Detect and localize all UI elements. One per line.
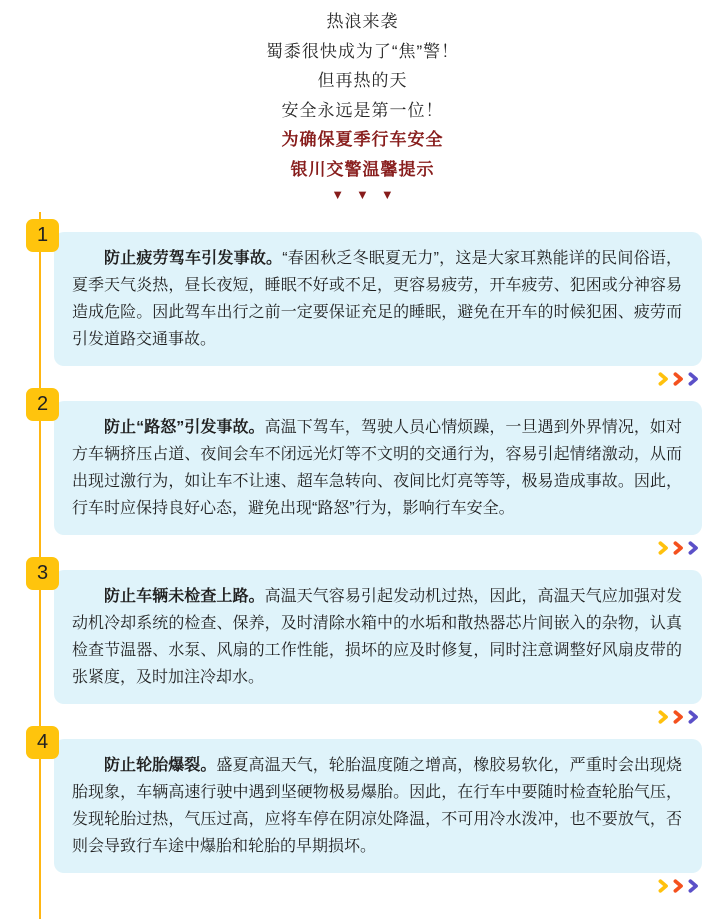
tip-box (54, 232, 702, 366)
section-divider-arrows (0, 873, 725, 895)
intro-line: 蜀黍很快成为了“焦”警！ (265, 41, 460, 61)
tip-text (72, 752, 682, 860)
tip-body: “春困秋乏冬眠夏无力”，这是大家耳熟能详的民间俗语，夏季天气炎热，昼长夜短，睡眠不好或不足，更容易疲劳，开车疲劳、犯困或分神容易造成危险。因此驾车出行之前一定要保证充足的睡眠，避免在开车的时候犯困、疲劳而引发道路交通事故。 (72, 250, 682, 348)
emphasis-line: 银川交警温馨提示 (290, 159, 435, 179)
intro-line: 但再热的天 (317, 71, 408, 90)
number-badge: 1 (26, 219, 59, 252)
tip-body: 盛夏高温天气，轮胎温度随之增高，橡胶易软化，严重时会出现烧胎现象，车辆高速行驶中遇到坚硬物极易爆胎。因此，在行车中要随时检查轮胎气压，发现轮胎过热，气压过高，应将车停在阴凉处降温，不可用冷水泼冲，也不要放气，否则会导致行车途中爆胎和轮胎的早期损坏。 (72, 757, 682, 855)
tip-section-1 (0, 219, 725, 388)
tip-title: 防止“路怒”引发事故。 (104, 419, 265, 436)
tips-list (0, 219, 725, 895)
intro-line: 安全永远是第一位！ (281, 100, 444, 120)
number-badge: 3 (26, 557, 59, 590)
tip-text (72, 414, 682, 522)
chevron-right-icon (687, 541, 699, 555)
tip-section-4 (0, 726, 725, 895)
chevron-right-icon (672, 710, 684, 724)
tip-text (72, 583, 682, 691)
chevron-right-icon (657, 879, 669, 893)
emphasis-line: 为确保夏季行车安全 (281, 130, 444, 149)
tip-box (54, 570, 702, 704)
intro-line: 热浪来袭 (326, 12, 399, 31)
number-badge: 4 (26, 726, 59, 759)
section-divider-arrows (0, 366, 725, 388)
tip-box (54, 401, 702, 535)
down-triangles-icon: ▼▼▼ (331, 187, 406, 202)
tip-section-2 (0, 388, 725, 557)
tip-body: 高温下驾车，驾驶人员心情烦躁，一旦遇到外界情况，如对方车辆挤压占道、夜间会车不闭远光灯等不文明的交通行为，容易引起情绪激动，从而出现过激行为，如让车不让速、超车急转向、夜间比灯亮等等，极易造成事故。因此，行车时应保持良好心态，避免出现“路怒”行为，影响行车安全。 (72, 419, 682, 517)
article-header (0, 0, 725, 203)
tip-box (54, 739, 702, 873)
tip-body: 高温天气容易引起发动机过热，因此，高温天气应加强对发动机冷却系统的检查、保养，及时清除水箱中的水垢和散热器芯片间嵌入的杂物，认真检查节温器、水泵、风扇的工作性能，损坏的应及时修复，同时注意调整好风扇皮带的张紧度，及时加注冷却水。 (72, 588, 682, 686)
section-divider-arrows (0, 704, 725, 726)
chevron-right-icon (672, 879, 684, 893)
chevron-right-icon (687, 372, 699, 386)
chevron-right-icon (687, 710, 699, 724)
tip-text (72, 245, 682, 353)
tip-title: 防止疲劳驾车引发事故。 (104, 250, 283, 267)
tip-section-3 (0, 557, 725, 726)
chevron-right-icon (672, 541, 684, 555)
tip-title: 防止轮胎爆裂。 (104, 757, 217, 774)
chevron-right-icon (672, 372, 684, 386)
chevron-right-icon (657, 372, 669, 386)
section-divider-arrows (0, 535, 725, 557)
chevron-right-icon (657, 710, 669, 724)
chevron-right-icon (687, 879, 699, 893)
tip-title: 防止车辆未检查上路。 (104, 588, 265, 605)
number-badge: 2 (26, 388, 59, 421)
chevron-right-icon (657, 541, 669, 555)
